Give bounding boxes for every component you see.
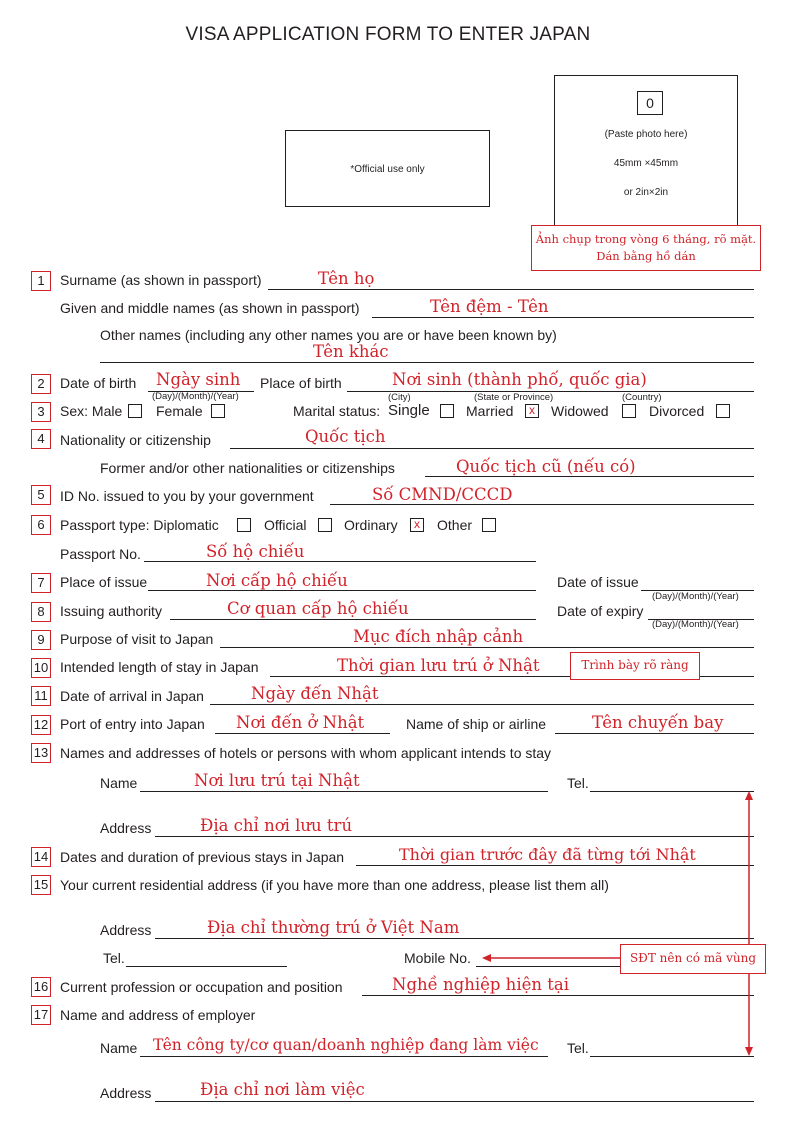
id-number-label: ID No. issued to you by your government — [60, 488, 314, 504]
widowed-label: Widowed — [551, 403, 609, 419]
length-of-stay-label: Intended length of stay in Japan — [60, 659, 259, 675]
item-number-7: 7 — [31, 573, 51, 593]
phone-arrow-head-up — [745, 791, 753, 800]
item-number-10: 10 — [31, 658, 51, 678]
item-number-5: 5 — [31, 485, 51, 505]
photo-note-line1: Ảnh chụp trong vòng 6 tháng, rõ mặt. — [535, 232, 757, 246]
home-address-label: Address — [100, 922, 152, 938]
employer-address-label: Address — [100, 1085, 152, 1101]
official-use-label: *Official use only — [350, 164, 425, 175]
employer-tel-label: Tel. — [567, 1040, 589, 1056]
item-number-9: 9 — [31, 630, 51, 650]
previous-stays-label: Dates and duration of previous stays in Japan — [60, 849, 345, 865]
nationality-value: Quốc tịch — [305, 427, 386, 446]
female-label: Female — [156, 403, 203, 419]
employer-name-value: Tên công ty/cơ quan/doanh nghiệp đang làm việc — [153, 1036, 539, 1054]
given-names-label: Given and middle names (as shown in passport) — [60, 300, 360, 316]
mobile-label: Mobile No. — [404, 950, 471, 966]
pob-country: (Country) — [622, 392, 662, 403]
place-of-issue-label: Place of issue — [60, 574, 148, 590]
port-of-entry-value: Nơi đến ở Nhật — [236, 713, 365, 732]
employer-name-label: Name — [100, 1040, 138, 1056]
photo-number: 0 — [637, 91, 663, 115]
length-of-stay-value: Thời gian lưu trú ở Nhật — [337, 656, 540, 675]
dob-value: Ngày sinh — [156, 370, 241, 389]
item-number-11: 11 — [31, 686, 51, 706]
nationality-label: Nationality or citizenship — [60, 432, 211, 448]
airline-label: Name of ship or airline — [406, 716, 547, 732]
pob-state: (State or Province) — [474, 392, 554, 403]
home-tel-label: Tel. — [103, 950, 125, 966]
photo-size-mm: 45mm ×45mm — [613, 158, 679, 169]
photo-size-in: or 2in×2in — [623, 187, 669, 198]
passport-no-value: Số hộ chiếu — [206, 542, 305, 561]
item-number-13: 13 — [31, 743, 51, 763]
pob-value: Nơi sinh (thành phố, quốc gia) — [392, 370, 647, 389]
accommodation-address-label: Address — [100, 820, 152, 836]
purpose-label: Purpose of visit to Japan — [60, 631, 214, 647]
item-number-14: 14 — [31, 847, 51, 867]
single-label: Single — [388, 402, 430, 419]
photo-paste-label: (Paste photo here) — [604, 129, 688, 140]
pob-city: (City) — [388, 392, 411, 403]
pob-label: Place of birth — [260, 375, 342, 391]
item-number-17: 17 — [31, 1005, 51, 1025]
sex-male-label: Sex: Male — [60, 403, 123, 419]
accommodation-label: Names and addresses of hotels or persons with whom applicant intends to stay — [60, 745, 552, 761]
item-number-2: 2 — [31, 374, 51, 394]
previous-stays-value: Thời gian trước đây đã từng tới Nhật — [399, 845, 696, 864]
form-title: VISA APPLICATION FORM TO ENTER JAPAN — [185, 24, 591, 45]
item-number-15: 15 — [31, 875, 51, 895]
passport-no-label: Passport No. — [60, 546, 141, 562]
id-number-value: Số CMND/CCCD — [372, 485, 513, 504]
issuing-authority-label: Issuing authority — [60, 603, 162, 619]
accommodation-tel-label: Tel. — [567, 775, 589, 791]
accommodation-name-label: Name — [100, 775, 138, 791]
given-names-value: Tên đệm - Tên — [430, 297, 549, 316]
issuing-authority-value: Cơ quan cấp hộ chiếu — [227, 599, 409, 618]
date-of-expiry-format: (Day)/(Month)/(Year) — [652, 619, 739, 630]
ordinary-label: Ordinary — [344, 517, 398, 533]
phone-note: SĐT nên có mã vùng — [620, 944, 766, 974]
other-type-label: Other — [437, 517, 473, 533]
married-checkbox[interactable]: x — [525, 404, 539, 418]
port-of-entry-label: Port of entry into Japan — [60, 716, 205, 732]
surname-value: Tên họ — [318, 269, 375, 288]
phone-arrow-head-down — [745, 1047, 753, 1056]
accommodation-address-value: Địa chỉ nơi lưu trú — [200, 816, 353, 835]
item-number-3: 3 — [31, 402, 51, 422]
employer-label: Name and address of employer — [60, 1007, 256, 1023]
item-number-8: 8 — [31, 602, 51, 622]
purpose-value: Mục đích nhập cảnh — [353, 627, 524, 646]
employer-address-value: Địa chỉ nơi làm việc — [200, 1080, 365, 1099]
surname-label: Surname (as shown in passport) — [60, 272, 262, 288]
photo-note-line2: Dán bằng hồ dán — [596, 249, 696, 263]
marital-status-label: Marital status: — [293, 403, 381, 419]
place-of-issue-value: Nơi cấp hộ chiếu — [206, 571, 348, 590]
item-number-4: 4 — [31, 429, 51, 449]
passport-type-label: Passport type: Diplomatic — [60, 517, 219, 533]
dob-label: Date of birth — [60, 375, 137, 391]
former-nationality-label: Former and/or other nationalities or citizenships — [100, 460, 395, 476]
length-of-stay-note: Trình bày rõ ràng — [570, 652, 700, 680]
dob-format: (Day)/(Month)/(Year) — [152, 391, 239, 402]
airline-value: Tên chuyến bay — [592, 713, 724, 732]
other-names-value: Tên khác — [313, 342, 389, 361]
item-number-1: 1 — [31, 271, 51, 291]
accommodation-name-value: Nơi lưu trú tại Nhật — [194, 771, 360, 790]
profession-value: Nghề nghiệp hiện tại — [392, 975, 569, 994]
divorced-label: Divorced — [649, 403, 705, 419]
married-label: Married — [466, 403, 514, 419]
date-of-expiry-label: Date of expiry — [557, 603, 644, 619]
mobile-arrow-head — [482, 954, 491, 962]
item-number-6: 6 — [31, 515, 51, 535]
official-label: Official — [264, 517, 307, 533]
ordinary-checkbox[interactable]: x — [410, 518, 424, 532]
profession-label: Current profession or occupation and position — [60, 979, 343, 995]
date-of-issue-label: Date of issue — [557, 574, 639, 590]
former-nationality-value: Quốc tịch cũ (nếu có) — [456, 457, 636, 476]
home-address-value: Địa chỉ thường trú ở Việt Nam — [207, 918, 460, 937]
date-of-issue-format: (Day)/(Month)/(Year) — [652, 591, 739, 602]
arrival-date-value: Ngày đến Nhật — [251, 684, 379, 703]
residential-address-label: Your current residential address (if you have more than one address, please list them all) — [60, 877, 609, 893]
other-names-label: Other names (including any other names you are or have been known by) — [100, 327, 557, 343]
item-number-12: 12 — [31, 715, 51, 735]
item-number-16: 16 — [31, 977, 51, 997]
arrival-date-label: Date of arrival in Japan — [60, 688, 204, 704]
